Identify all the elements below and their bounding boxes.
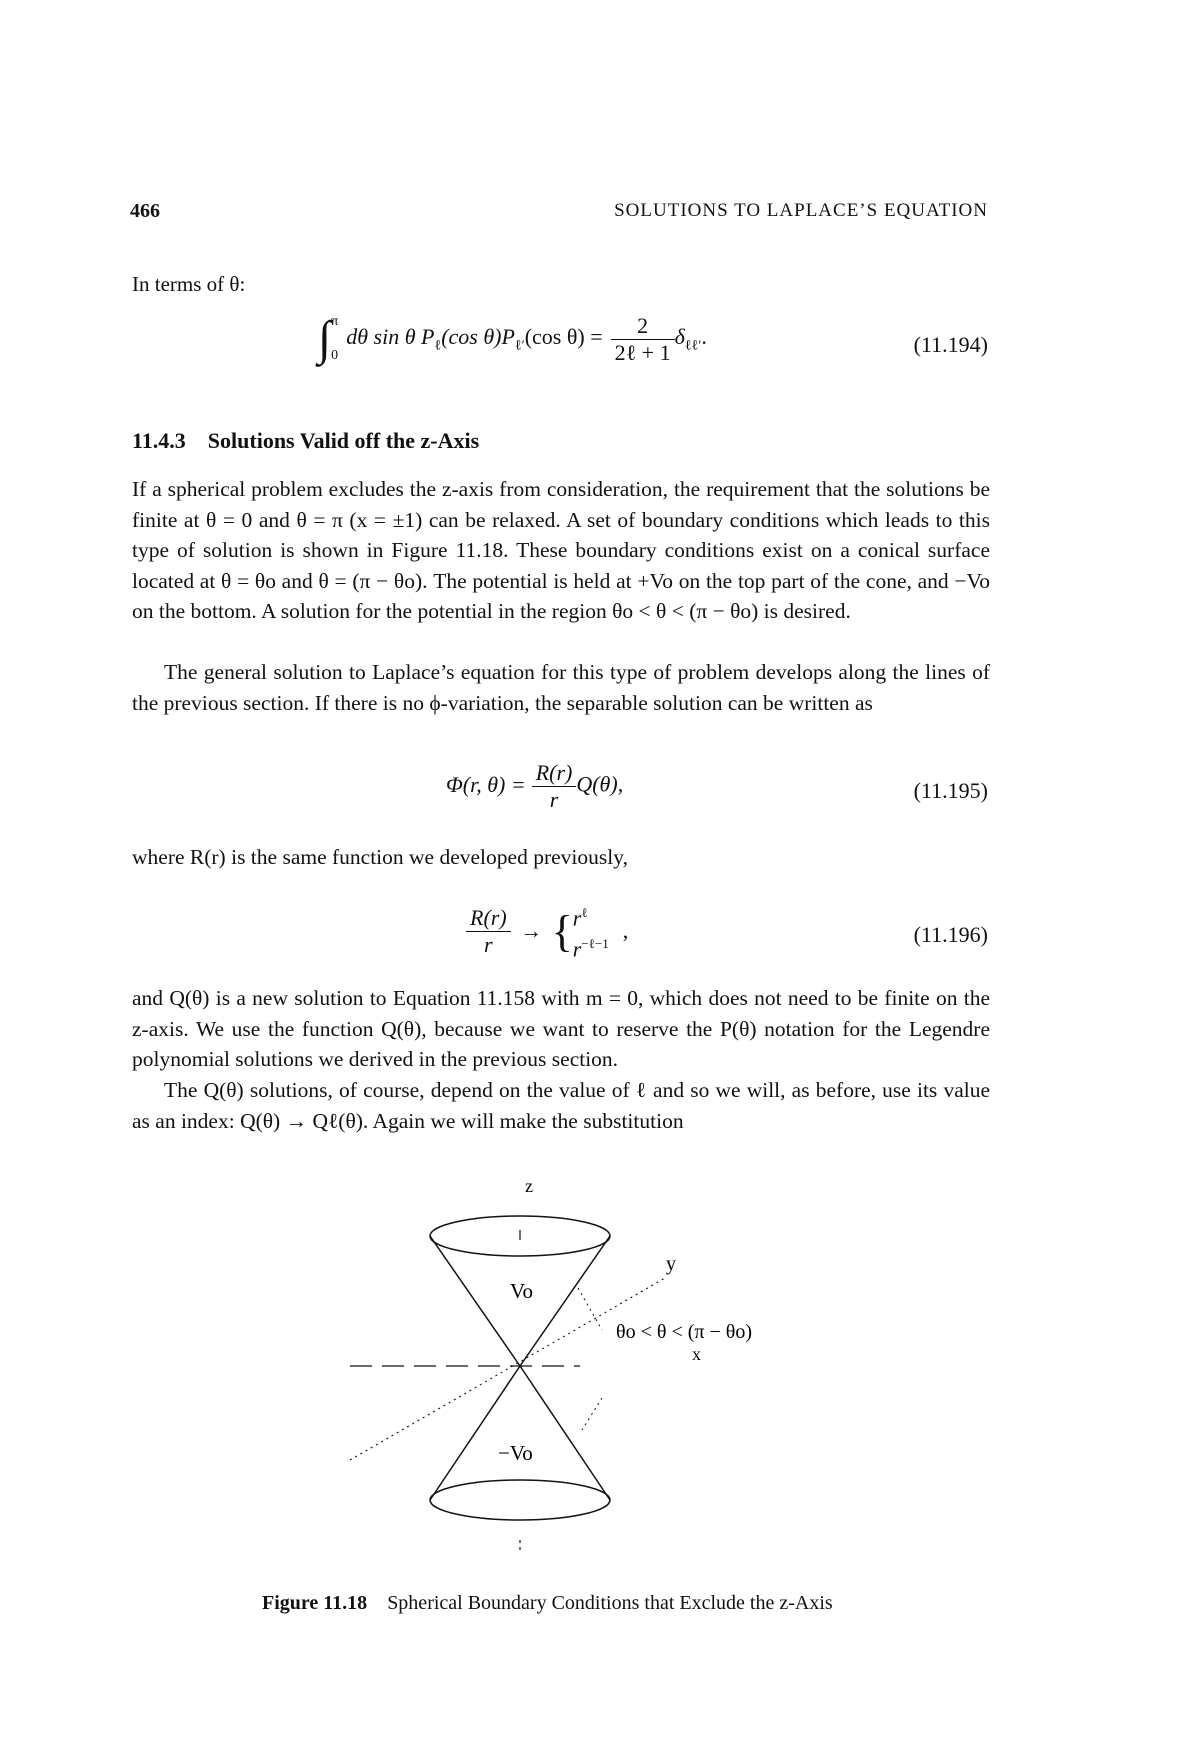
label-bottom-potential: −Vo [498, 1441, 533, 1465]
eq194-delta-sub: ℓℓ′ [684, 338, 702, 354]
y-axis-dotted [350, 1278, 665, 1460]
eq196-bottom-sup: −ℓ−1 [581, 936, 609, 952]
label-region: θo < θ < (π − θo) [616, 1321, 752, 1343]
eq195-lhs: Φ(r, θ) = [446, 771, 526, 797]
page-header [130, 200, 988, 230]
equation-number-11-194: (11.194) [913, 332, 988, 357]
page-number: 466 [130, 200, 160, 222]
region-marker-bottom [582, 1398, 602, 1430]
equation-11-194: ∫ π 0 dθ sin θ $P_\ell(\cos$ $\theta)P_{\ell'}(\cos$ θ) = $\frac{2}{\text{2ℓ + 1}}$ $\delta_{\ell\ell'}$. [318, 312, 707, 365]
eq195-den: r [549, 787, 559, 812]
eq194-sub2: ℓ′ [514, 338, 525, 354]
eq195-num: R(r) [532, 760, 577, 787]
eq194-sub1: ℓ [434, 338, 442, 354]
eq196-bottom: r [572, 936, 582, 962]
eq194-den: 2ℓ + 1 [614, 339, 671, 365]
eq195-rhs: Q(θ), [576, 771, 624, 797]
eq196-comma: , [622, 918, 629, 944]
paragraph-5: The Q(θ) solutions, of course, depend on the value of ℓ and so we will, as before, use its value as an index: Q(θ) → Qℓ(θ). Again we will make the substitution [132, 1078, 990, 1133]
eq196-top: r [572, 905, 582, 931]
eq196-cases [573, 900, 609, 963]
label-top-potential: Vo [510, 1279, 533, 1303]
figure-caption [262, 1592, 833, 1615]
figure-label: Figure 11.18 [262, 1592, 368, 1614]
paragraph-4: and Q(θ) is a new solution to Equation 11.158 with m = 0, which does not need to be finite on the z-axis. We use the function Q(θ), because we want to reserve the P(θ) notation for the Legendre polynomial solutions we derived in the previous section. [132, 986, 990, 1071]
integral-upper: π [331, 314, 339, 329]
eq194-tail: (cos θ) = [524, 324, 603, 350]
label-y: y [666, 1253, 676, 1275]
label-x: x [692, 1344, 701, 1364]
eq196-top-sup: ℓ [581, 905, 588, 920]
eq194-fraction [611, 313, 675, 366]
figure-11-18-diagram [320, 1170, 840, 1570]
paragraph-3: where R(r) is the same function we developed previously, [132, 845, 628, 869]
label-z: z [525, 1176, 533, 1196]
eq196-brace: { [551, 906, 573, 956]
section-heading [132, 428, 479, 454]
running-head: SOLUTIONS TO LAPLACE’S EQUATION [614, 200, 988, 221]
eq196-num: R(r) [466, 905, 511, 932]
equation-11-196 [466, 900, 628, 963]
paragraph-1: If a spherical problem excludes the z-axis from consideration, the requirement that the solutions be finite at θ = 0 and θ = π (x = ±1) can be relaxed. A set of boundary conditions which leads to this type of solution is shown in Figure 11.18. These boundary conditions exist on a conical surface located at θ = θo and θ = (π − θo). The potential is held at +Vo on the top part of the cone, and −Vo on the bottom. A solution for the potential in the region θo < θ < (π − θo) is desired. [132, 477, 990, 623]
eq194-body: dθ sin θ P [346, 324, 435, 350]
eq195-fraction [532, 760, 577, 813]
lead-text: In terms of θ: [132, 272, 246, 296]
paragraph-2: The general solution to Laplace’s equation for this type of problem develops along the lines of the previous section. If there is no ϕ-variation, the separable solution can be written as [132, 660, 990, 715]
cone-bottom-rim [430, 1480, 610, 1520]
figure-caption-text: Spherical Boundary Conditions that Exclude the z-Axis [387, 1592, 833, 1614]
equation-number-11-196: (11.196) [913, 922, 988, 947]
eq196-den: r [484, 931, 493, 957]
eq194-num: 2 [611, 313, 675, 340]
integral-sign: ∫ [318, 312, 332, 365]
eq196-arrow: → [520, 918, 543, 944]
section-number: 11.4.3 [132, 428, 186, 453]
region-marker-top [578, 1288, 602, 1330]
integral-lower: 0 [331, 348, 339, 363]
eq194-mid: (cos θ)P [441, 324, 515, 350]
eq194-delta: δ [674, 324, 685, 350]
section-title: Solutions Valid off the z-Axis [207, 428, 480, 453]
equation-number-11-195: (11.195) [913, 778, 988, 803]
equation-11-195 [446, 760, 623, 813]
eq196-fraction [466, 905, 511, 958]
